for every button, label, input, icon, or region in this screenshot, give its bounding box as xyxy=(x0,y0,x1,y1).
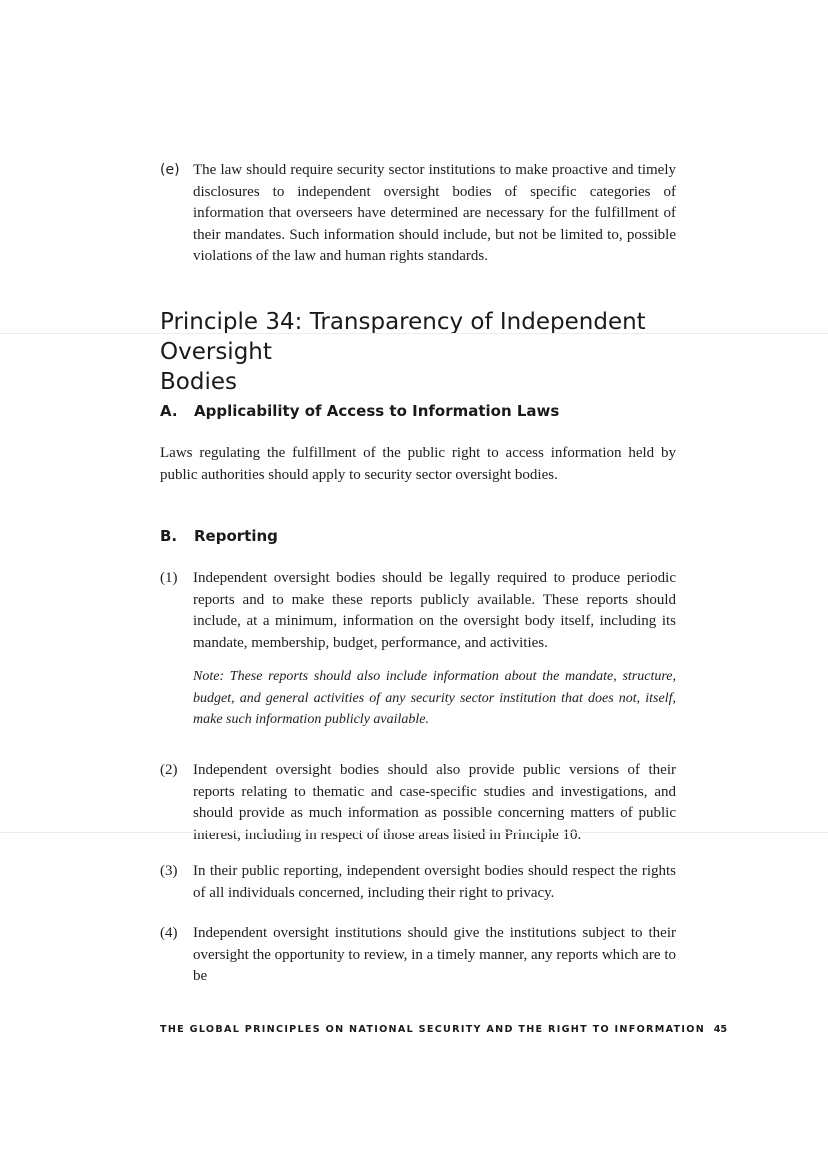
page-number: 45 xyxy=(713,1024,728,1035)
footer-title: THE GLOBAL PRINCIPLES ON NATIONAL SECURITY AND THE RIGHT TO INFORMATION xyxy=(160,1024,706,1035)
reporting-item-1 xyxy=(160,568,676,731)
section-b-title: Reporting xyxy=(194,527,278,545)
list-item-text: Independent oversight bodies should be legally required to produce periodic reports and to make these reports publicly available. These reports should include, at a minimum, information on the oversight body itself, including its mandate, membership, budget, performance, and activities. xyxy=(193,570,676,651)
list-marker: (1) xyxy=(160,570,178,586)
principle-title-line2: Bodies xyxy=(160,369,237,395)
faint-rule xyxy=(0,333,828,334)
principle-title-line1: Principle 34: Transparency of Independent Oversight xyxy=(160,309,646,365)
reporting-note: Note: These reports should also include information about the mandate, structure, budget, and general activities of any security sector institution that does not, itself, make such information publicly available. xyxy=(193,669,676,727)
section-a-letter: A. xyxy=(160,402,178,420)
list-marker: (3) xyxy=(160,863,178,879)
faint-rule xyxy=(0,832,828,833)
section-a-body: Laws regulating the fulfillment of the public right to access information held by public authorities should apply to security sector oversight bodies. xyxy=(160,445,676,483)
section-a-heading xyxy=(160,401,559,421)
list-item-text: Independent oversight institutions should give the institutions subject to their oversight the opportunity to review, in a timely manner, any reports which are to be xyxy=(193,925,676,984)
running-footer xyxy=(160,1024,728,1035)
section-b-heading xyxy=(160,526,278,546)
list-item-text: Independent oversight bodies should also provide public versions of their reports relating to thematic and case-specific studies and investigations, and should provide as much information as possible concerning matters of public interest, including in respect of those areas listed in Principle 10. xyxy=(193,762,676,843)
list-item-text: In their public reporting, independent oversight bodies should respect the rights of all individuals concerned, including their right to privacy. xyxy=(193,863,676,901)
reporting-item-4 xyxy=(160,923,676,988)
list-marker: (4) xyxy=(160,925,178,941)
reporting-item-3 xyxy=(160,861,676,904)
reporting-item-2 xyxy=(160,760,676,846)
list-marker: (e) xyxy=(160,162,180,178)
list-marker: (2) xyxy=(160,762,178,778)
section-b-letter: B. xyxy=(160,527,178,545)
principle-heading xyxy=(160,307,720,397)
section-a-title: Applicability of Access to Information Laws xyxy=(194,402,560,420)
list-item-e xyxy=(160,160,676,268)
list-item-text: The law should require security sector institutions to make proactive and timely disclosures to independent oversight bodies of specific categories of information that overseers have determined are necessary for the fulfillment of their mandates. Such information should include, but not be limited to, possible violations of the law and human rights standards. xyxy=(193,162,676,264)
